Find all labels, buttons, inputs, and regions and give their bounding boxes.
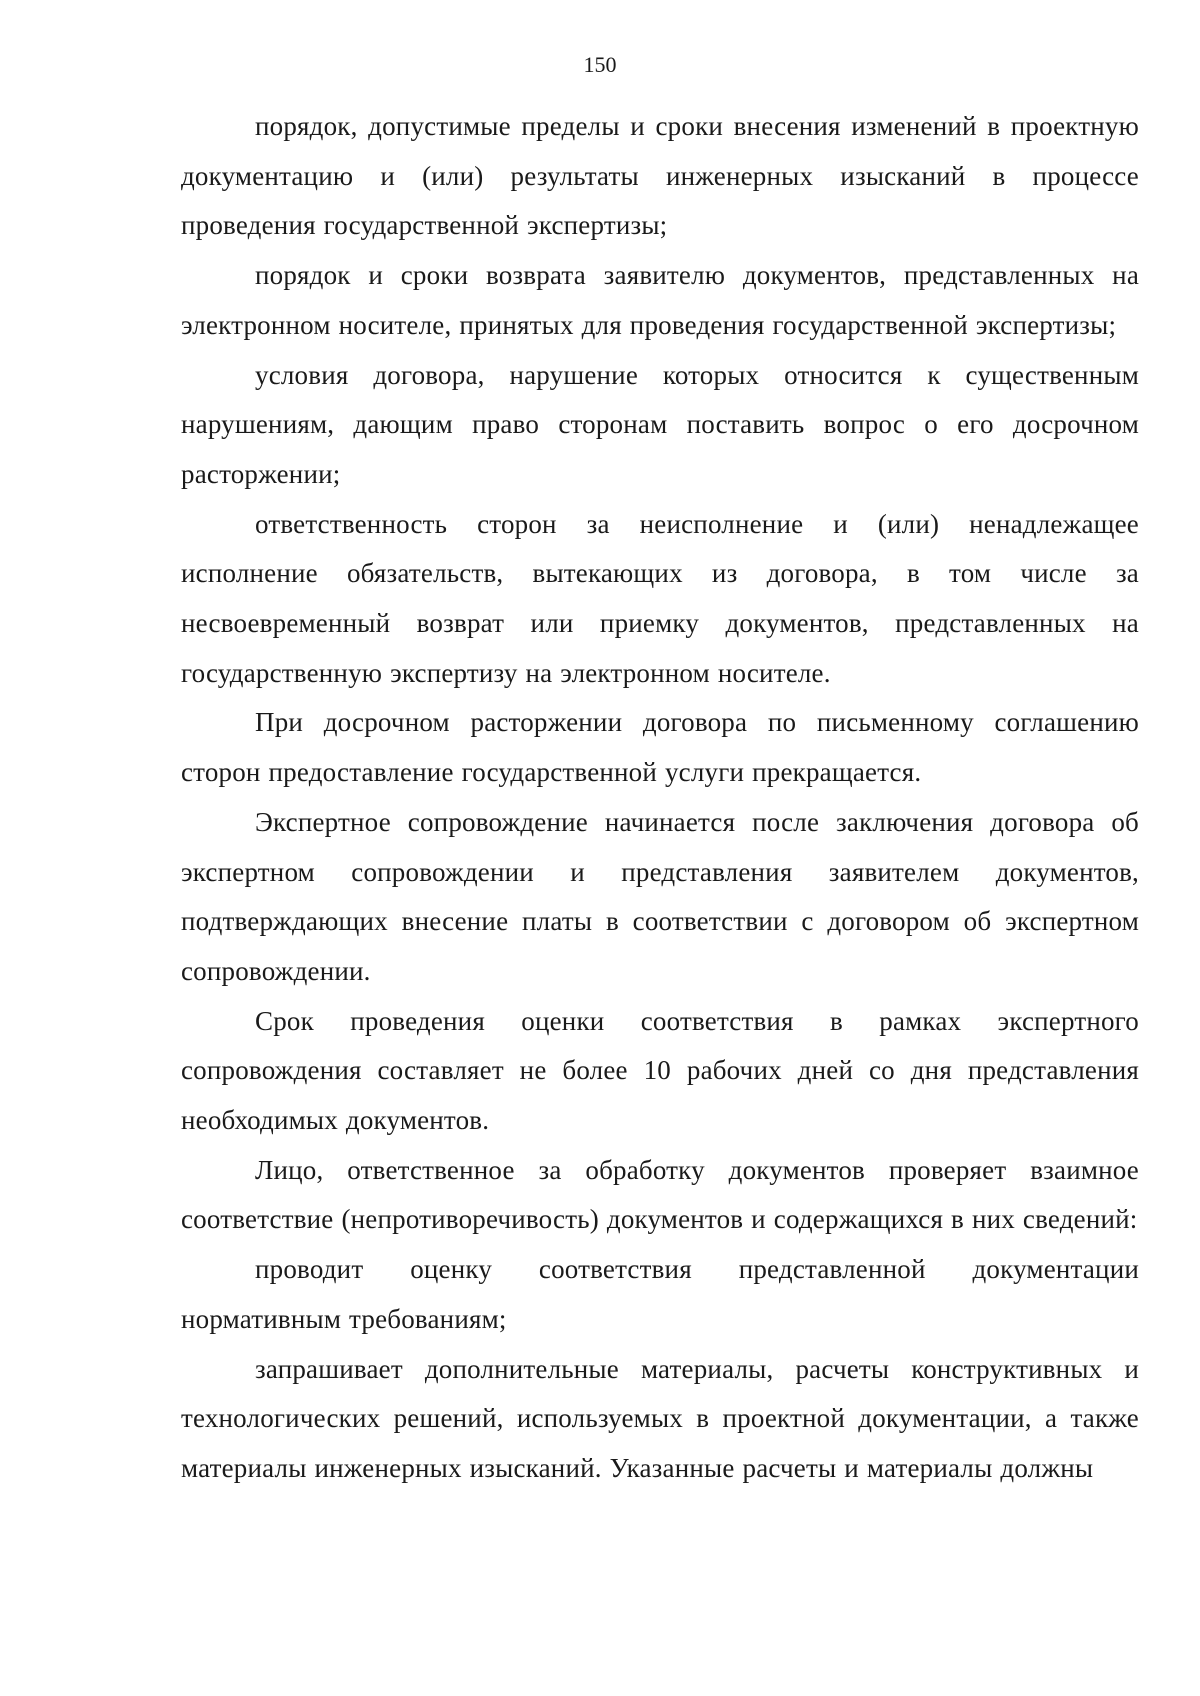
- paragraph-assessment-term: Срок проведения оценки соответствия в рамках экспертного сопровождения составляет не более 10 рабочих дней со дня представления необходимых документов.: [181, 1005, 1139, 1136]
- document-body: [181, 102, 1139, 1494]
- paragraph-liability: ответственность сторон за неисполнение и (или) ненадлежащее исполнение обязательств, вытекающих из договора, в том числе за несвоевременный возврат или приемку документов, представленных на государственную экспертизу на электронном носителе.: [181, 508, 1139, 688]
- paragraph-contract-conditions: условия договора, нарушение которых относится к существенным нарушениям, дающим право сторонам поставить вопрос о его досрочном расторжении;: [181, 359, 1139, 489]
- paragraph-change-procedure: порядок, допустимые пределы и сроки внесения изменений в проектную документацию и (или) результаты инженерных изысканий в процессе проведения государственной экспертизы;: [181, 111, 1139, 241]
- paragraph-early-termination: При досрочном расторжении договора по письменному соглашению сторон предоставление государственной услуги прекращается.: [181, 707, 1139, 788]
- paragraph-responsible-person: Лицо, ответственное за обработку документов проверяет взаимное соответствие (непротиворечивость) документов и содержащихся в них сведений:: [181, 1154, 1139, 1235]
- paragraph-expert-support-start: Экспертное сопровождение начинается после заключения договора об экспертном сопровождении и представления заявителем документов, подтверждающих внесение платы в соответствии с договором об экспертном сопровождении.: [181, 806, 1139, 986]
- paragraph-conformity-assessment: проводит оценку соответствия представленной документации нормативным требованиям;: [181, 1254, 1139, 1334]
- paragraph-additional-materials: запрашивает дополнительные материалы, расчеты конструктивных и технологических решений, используемых в проектной документации, а также материалы инженерных изысканий. Указанные расчеты и материалы должны: [181, 1353, 1139, 1483]
- page-number: 150: [583, 52, 617, 77]
- paragraph-return-procedure: порядок и сроки возврата заявителю документов, представленных на электронном носителе, принятых для проведения государственной экспертизы;: [181, 260, 1139, 340]
